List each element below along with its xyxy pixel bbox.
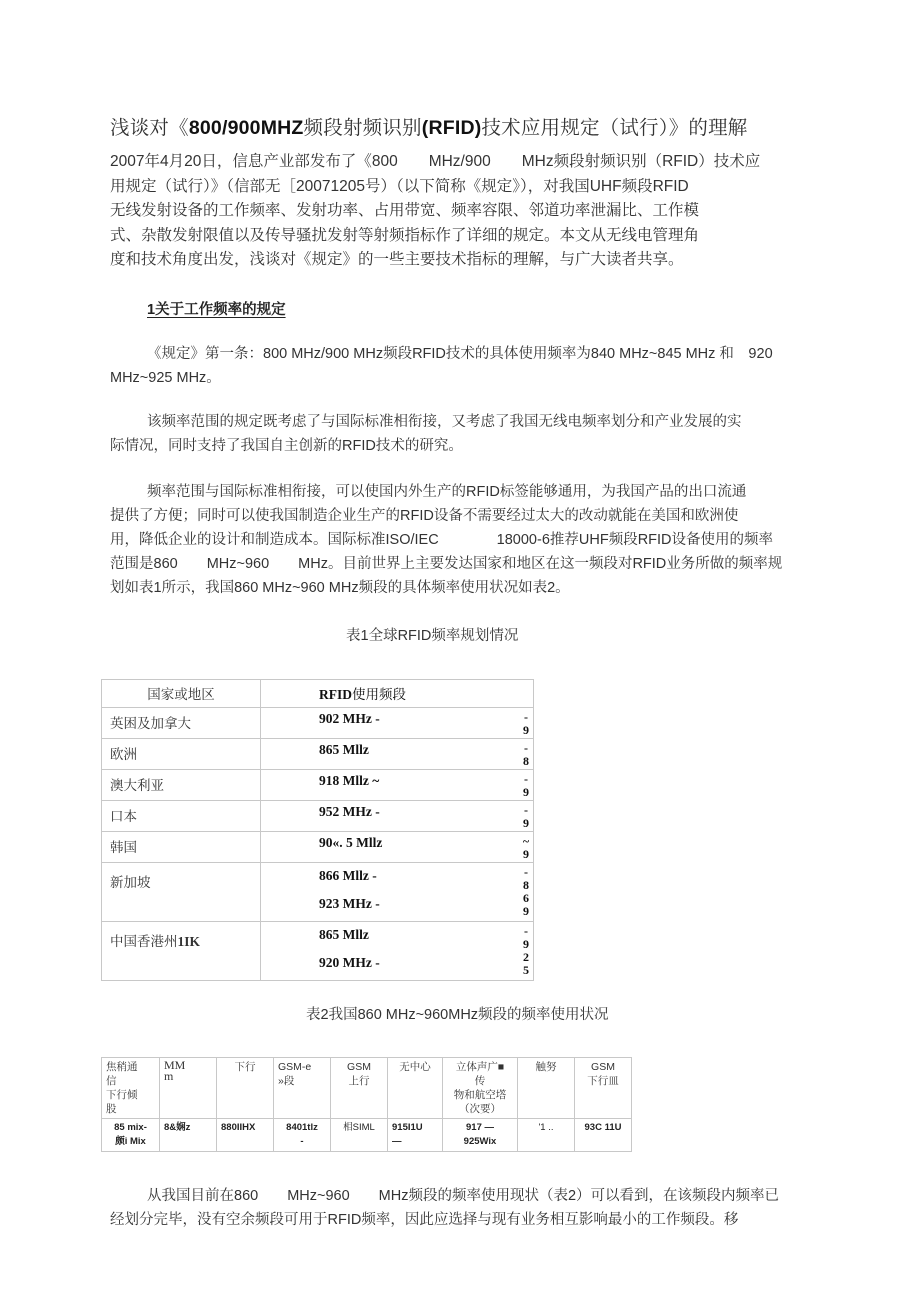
paragraph-current-usage [110,1184,826,1232]
header-cell: MM m [160,1058,217,1119]
table2-caption: 表2我国860 MHz~960MHz频段的频率使用状况 [306,1007,609,1023]
paragraph-line: 范围是860 MHz~960 MHz。目前世界上主要发达国家和地区在这一频段对RFID业务所做的频率规 [110,556,783,572]
table1-caption: 表1全球RFID频率规划情况 [346,628,519,644]
table-row [102,1119,632,1152]
intro-line: 式、杂散发射限值以及传导骚扰发射等射频指标作了详细的规定。本文从无线电管理角 [110,226,700,244]
paragraph-line: MHz~925 MHz。 [110,370,221,386]
overflow-text: - 8 6 9 [523,866,529,918]
intro-line: 用规定（试行）》（信部无［20071205号）（以下简称《规定》），对我国UHF频段RFID [110,177,689,195]
table-row [102,801,534,832]
title-prefix: 浅谈对《 [110,117,189,139]
value-cell: 880IIHX [217,1119,274,1152]
cell-region: 韩国 [102,832,261,863]
header-region: 国家或地区 [102,680,261,708]
paragraph-line: 提供了方便；同时可以使我国制造企业生产的RFID设备不需要经过太大的改动就能在美国和欧洲使 [110,508,739,524]
intro-paragraph [110,150,830,273]
table-row [102,708,534,739]
paragraph-frequency-range [110,410,826,458]
overflow-text: - 8 [523,742,529,768]
region-label: 中国香港州 [110,934,178,949]
band-value: 920 MHz - [319,955,380,970]
title-middle: 频段射频识别 [303,117,422,139]
cell-region: 欧洲 [102,739,261,770]
overflow-text: - 9 [523,711,529,737]
table-row [102,832,534,863]
cell-region: 新加坡 [102,863,261,922]
band-value: 923 MHz - [319,896,380,911]
paragraph-line: 《规定》第一条：800 MHz/900 MHz频段RFID技术的具体使用频率为840 MHz~845 MHz 和 920 [147,346,773,362]
cell-band: 90«. 5 Mllz [261,832,520,863]
overflow-text: - 9 2 5 [523,925,529,977]
intro-line: 度和技术角度出发，浅谈对《规定》的一些主要技术指标的理解，与广大读者共享。 [110,251,684,268]
table-row [102,770,534,801]
title-suffix: 技术应用规定（试行）》的理解 [481,117,748,139]
paragraph-line: 用，降低企业的设计和制造成本。国际标准ISO/IEC 18000-6推荐UHF频段RFID设备使用的频率 [110,532,774,548]
value-cell: 8&娴z [160,1119,217,1152]
cell-overflow [519,708,534,739]
table-china-frequency-usage [101,1057,632,1152]
cell-overflow [519,863,534,922]
cell-region: 口本 [102,801,261,832]
cell-band: 865 Mllz [261,739,520,770]
cell-band [261,863,520,922]
paragraph-line: 划如表1所示，我国860 MHz~960 MHz频段的具体频率使用状况如表2。 [110,580,570,596]
value-cell: '1 .. [518,1119,575,1152]
region-suffix: 1IK [177,934,201,949]
band-value: 865 Mllz [319,927,369,942]
cell-region [102,922,261,981]
cell-overflow [519,922,534,981]
header-cell: 触努 [518,1058,575,1119]
header-rfid: RFID [319,687,352,702]
cell-band [261,922,520,981]
cell-overflow [519,801,534,832]
cell-band: 902 MHz - [261,708,520,739]
header-band [261,680,520,708]
cell-band: 952 MHz - [261,801,520,832]
value-cell: 917 — 925Wix [443,1119,518,1152]
overflow-text: - 9 [523,804,529,830]
intro-line: 无线发射设备的工作频率、发射功率、占用带宽、频率容限、邻道功率泄漏比、工作模 [110,202,700,219]
band-value: 866 Mllz - [319,868,377,883]
value-cell: 85 mix- 颇i Mix [102,1119,160,1152]
paragraph-line: 经划分完毕，没有空余频段可用于RFID频率，因此应选择与现有业务相互影响最小的工作频段。移 [110,1212,739,1228]
paragraph-line: 频率范围与国际标准相衔接，可以使国内外生产的RFID标签能够通用，为我国产品的出口流通 [147,484,747,500]
overflow-text: ~ 9 [522,835,530,861]
table-row [102,739,534,770]
paragraph-line: 际情况，同时支持了我国自主创新的RFID技术的研究。 [110,438,463,454]
table-global-rfid-frequency [101,679,534,981]
paragraph-line: 从我国目前在860 MHz~960 MHz频段的频率使用现状（表2）可以看到，在该频段内频率已 [147,1188,780,1204]
paragraph-line: 该频率范围的规定既考虑了与国际标准相衔接，又考虑了我国无线电频率划分和产业发展的实 [147,414,742,430]
header-band-label: 使用频段 [352,687,406,702]
cell-region: 英困及加拿大 [102,708,261,739]
value-cell: 93C 11U [575,1119,632,1152]
header-cell: 焦稍通 信 下行倾 股 [102,1058,160,1119]
cell-overflow [519,739,534,770]
cell-overflow [519,832,534,863]
title-rfid: (RFID) [421,117,482,139]
header-cell: GSM 上行 [331,1058,388,1119]
table-header-row [102,680,534,708]
header-cell: 立体声广■ 传 物和航空㙮 （次要） [443,1058,518,1119]
title-band: 800/900MHZ [188,117,304,139]
table-row [102,922,534,981]
paragraph-international-standard [110,480,826,600]
value-cell: 相SIML [331,1119,388,1152]
table-header-row [102,1058,632,1119]
cell-region: 澳大利亚 [102,770,261,801]
header-cell: 下行 [217,1058,274,1119]
intro-line: 2007年4月20日，信息产业部发布了《800 MHz/900 MHz频段射频识别（RFID）技术应 [110,153,761,170]
cell-band: 918 Mllz ~ [261,770,520,801]
section-heading: 1关于工作频率的规定 [147,302,286,318]
overflow-text: - 9 [523,773,529,799]
document-title [110,112,748,140]
cell-overflow [519,770,534,801]
paragraph-regulation-article1 [110,342,826,390]
value-cell: 8401tlz - [274,1119,331,1152]
header-cell: GSM 下行皿 [575,1058,632,1119]
header-cell: GSM-e »段 [274,1058,331,1119]
header-empty [519,680,534,708]
header-cell: 无中心 [388,1058,443,1119]
table-row [102,863,534,922]
value-cell: 915I1U — [388,1119,443,1152]
